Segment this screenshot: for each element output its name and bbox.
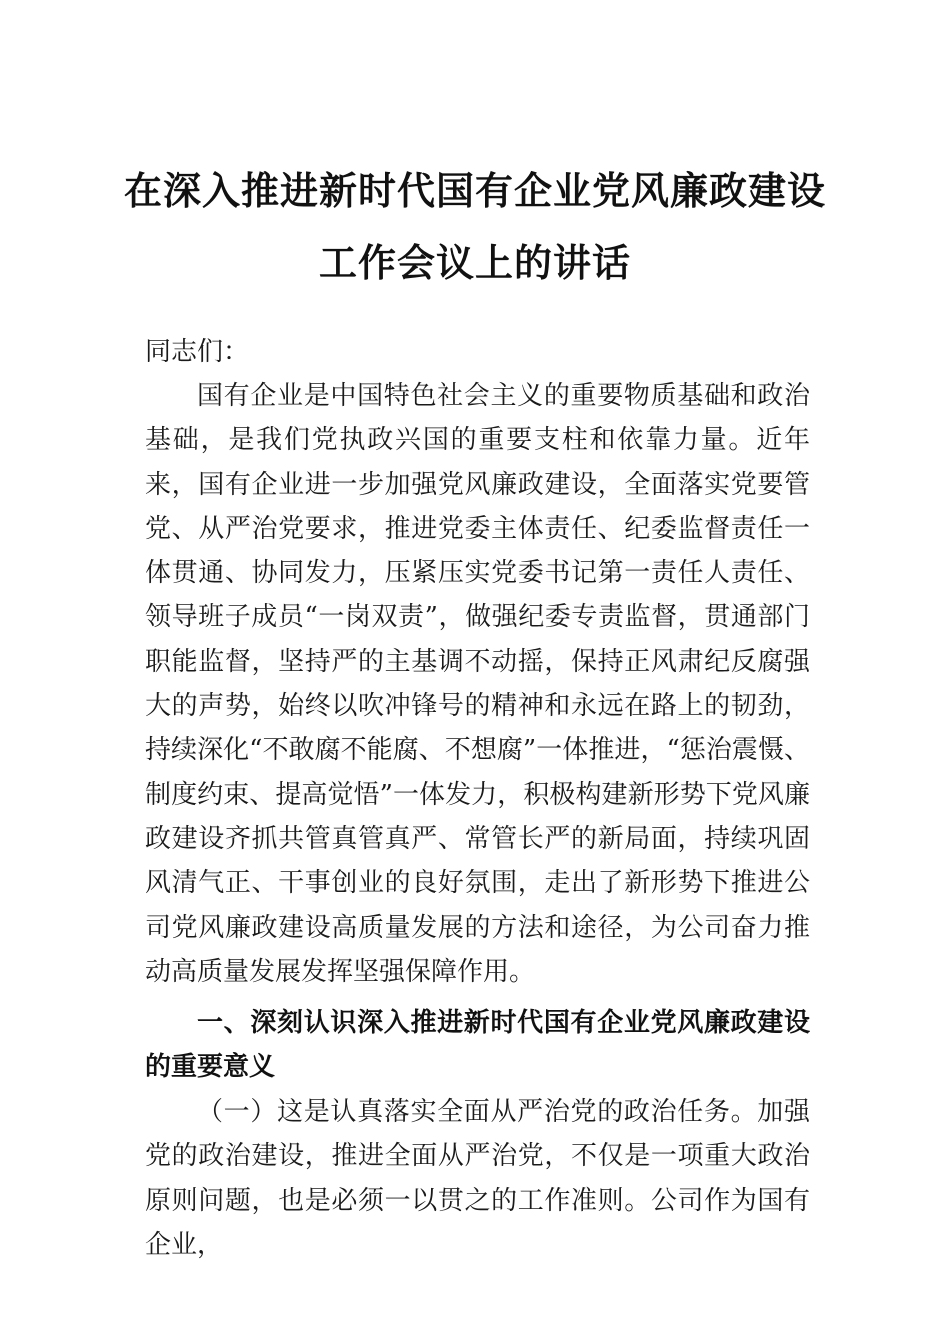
paragraph-section-1-1: （一）这是认真落实全面从严治党的政治任务。加强党的政治建设，推进全面从严治党，不仅是一项重大政治原则问题，也是必须一以贯之的工作准则。公司作为国有企业，	[145, 1097, 810, 1260]
section-heading-1: 一、深刻认识深入推进新时代国有企业党风廉政建设的重要意义	[145, 1008, 810, 1083]
salutation: 同志们：	[145, 337, 250, 367]
document-title-line-1: 在深入推进新时代国有企业党风廉政建设	[123, 168, 826, 213]
document-title-line-2: 工作会议上的讲话	[318, 240, 631, 285]
paragraph-intro: 国有企业是中国特色社会主义的重要物质基础和政治基础，是我们党执政兴国的重要支柱和依靠力量。近年来，国有企业进一步加强党风廉政建设，全面落实党要管党、从严治党要求，推进党委主体责任、纪委监督责任一体贯通、协同发力，压紧压实党委书记第一责任人责任、领导班子成员“一岗双责”，做强纪委专责监督，贯通部门职能监督，坚持严的主基调不动摇，保持正风肃纪反腐强大的声势，始终以吹冲锋号的精神和永远在路上的韧劲，持续深化“不敢腐不能腐、不想腐”一体推进，“惩治震慑、制度约束、提高觉悟”一体发力，积极构建新形势下党风廉政建设齐抓共管真管真严、常管长严的新局面，持续巩固风清气正、干事创业的良好氛围，走出了新形势下推进公司党风廉政建设高质量发展的方法和途径，为公司奋力推动高质量发展发挥坚强保障作用。	[145, 381, 810, 987]
